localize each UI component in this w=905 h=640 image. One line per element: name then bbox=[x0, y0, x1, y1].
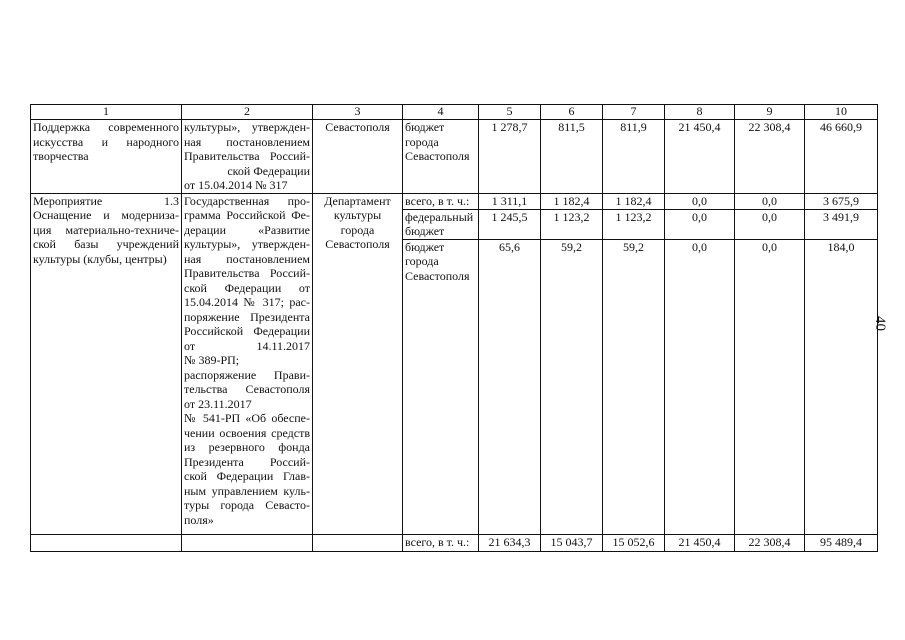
empty-cell bbox=[182, 534, 313, 551]
value-cell: 0,0 bbox=[665, 239, 735, 534]
value-cell: 59,2 bbox=[603, 239, 665, 534]
value-cell: 65,6 bbox=[479, 239, 541, 534]
executor-cell bbox=[313, 193, 403, 534]
value-cell: 15 052,6 bbox=[603, 534, 665, 551]
budget-table bbox=[30, 104, 878, 552]
measure-name-cell bbox=[31, 193, 182, 534]
legal-basis-cell bbox=[182, 193, 313, 534]
text-line: поряжение Президента bbox=[184, 309, 310, 324]
text-line: распоряжение Прави- bbox=[184, 367, 310, 382]
text-line: ция материально-техниче- bbox=[33, 222, 179, 237]
text-line: грамма Российской Фе- bbox=[184, 208, 310, 222]
text-line: Поддержка современного bbox=[33, 120, 179, 134]
text-line: ской базы учреждений bbox=[33, 237, 179, 251]
empty-cell bbox=[313, 534, 403, 551]
value-cell: 21 450,4 bbox=[665, 120, 735, 194]
value-cell: 1 123,2 bbox=[541, 209, 603, 239]
text-line: чении освоения средств bbox=[184, 425, 310, 440]
text-line: ная постановлением bbox=[184, 251, 310, 266]
text-line: туры города Севасто- bbox=[184, 498, 310, 512]
value-cell: 0,0 bbox=[735, 239, 805, 534]
text-line: Мероприятие 1.3 bbox=[33, 193, 179, 208]
text-line: всего, в т. ч.: bbox=[405, 193, 470, 208]
value-cell: 3 675,9 bbox=[805, 193, 878, 209]
header-cell: 5 bbox=[479, 105, 541, 120]
text-line: ным управлением куль- bbox=[184, 483, 310, 498]
text-line: от 23.11.2017 bbox=[184, 396, 252, 411]
header-row bbox=[31, 105, 878, 120]
value-cell: 0,0 bbox=[735, 209, 805, 239]
text-line: города bbox=[340, 222, 375, 237]
executor-cell: Севастополя bbox=[313, 120, 403, 194]
text-line: Севастополя bbox=[405, 268, 470, 283]
text-line: дерации «Развитие bbox=[184, 222, 310, 237]
value-cell: 46 660,9 bbox=[805, 120, 878, 194]
total-row bbox=[31, 534, 878, 551]
text-line: 15.04.2014 № 317; рас- bbox=[184, 295, 310, 309]
header-cell: 4 bbox=[403, 105, 479, 120]
value-cell: 1 123,2 bbox=[603, 209, 665, 239]
source-cell bbox=[403, 193, 479, 209]
header-cell: 8 bbox=[665, 105, 735, 120]
value-cell: 0,0 bbox=[665, 209, 735, 239]
value-cell: 3 491,9 bbox=[805, 209, 878, 239]
text-line: Государственная про- bbox=[184, 193, 310, 208]
text-line: Севастополя bbox=[325, 237, 390, 251]
text-line: поля» bbox=[184, 512, 214, 527]
text-line: ской Федерации Глав- bbox=[184, 469, 310, 483]
text-line: Оснащение и модерниза- bbox=[33, 208, 179, 222]
source-cell bbox=[403, 239, 479, 534]
text-line: ная постановлением bbox=[184, 134, 310, 149]
text-line: ской Федерации от bbox=[184, 280, 310, 295]
value-cell: 21 634,3 bbox=[479, 534, 541, 551]
text-line: бюджет bbox=[405, 120, 445, 134]
value-cell: 95 489,4 bbox=[805, 534, 878, 551]
text-line: от 15.04.2014 № 317 bbox=[184, 178, 288, 192]
text-line: культуры», утвержден- bbox=[184, 237, 310, 251]
text-line: культуры (клубы, центры) bbox=[33, 251, 167, 266]
header-cell: 3 bbox=[313, 105, 403, 120]
text-line: бюджет bbox=[405, 224, 445, 238]
legal-basis-cell bbox=[182, 120, 313, 194]
table-row bbox=[31, 120, 878, 194]
header-cell: 2 bbox=[182, 105, 313, 120]
text-line: из резервного фонда bbox=[184, 440, 310, 454]
value-cell: 1 245,5 bbox=[479, 209, 541, 239]
text-line: Правительства Россий- bbox=[184, 266, 310, 280]
text-line: бюджет bbox=[405, 239, 445, 254]
header-cell: 1 bbox=[31, 105, 182, 120]
header-cell: 7 bbox=[603, 105, 665, 120]
text-line: искусства и народного bbox=[33, 134, 179, 149]
value-cell: 1 182,4 bbox=[541, 193, 603, 209]
measure-name-cell bbox=[31, 120, 182, 194]
page-number: 40 bbox=[872, 316, 888, 331]
value-cell: 1 278,7 bbox=[479, 120, 541, 194]
value-cell: 0,0 bbox=[665, 193, 735, 209]
header-cell: 9 bbox=[735, 105, 805, 120]
value-cell: 1 311,1 bbox=[479, 193, 541, 209]
text-line: города bbox=[405, 134, 439, 149]
header-cell: 6 bbox=[541, 105, 603, 120]
text-line: федеральный bbox=[405, 209, 474, 224]
value-cell: 22 308,4 bbox=[735, 120, 805, 194]
empty-cell bbox=[31, 534, 182, 551]
text-line: Севастополя bbox=[405, 149, 470, 163]
value-cell: 15 043,7 bbox=[541, 534, 603, 551]
value-cell: 811,5 bbox=[541, 120, 603, 194]
value-cell: 22 308,4 bbox=[735, 534, 805, 551]
text-line: ской Федерации bbox=[227, 163, 310, 178]
text-line: культуры», утвержден- bbox=[184, 120, 310, 134]
value-cell: 184,0 bbox=[805, 239, 878, 534]
text-line: Правительства Россий- bbox=[184, 149, 310, 163]
value-cell: 811,9 bbox=[603, 120, 665, 194]
source-cell: всего, в т. ч.: bbox=[403, 534, 479, 551]
source-cell bbox=[403, 209, 479, 239]
value-cell: 21 450,4 bbox=[665, 534, 735, 551]
text-line: Департамент bbox=[324, 193, 391, 208]
text-line: Российской Федерации bbox=[184, 324, 310, 338]
text-line: тельства Севастополя bbox=[184, 382, 310, 396]
header-cell: 10 bbox=[805, 105, 878, 120]
text-line: № 389-РП; bbox=[184, 353, 240, 367]
value-cell: 1 182,4 bbox=[603, 193, 665, 209]
value-cell: 0,0 bbox=[735, 193, 805, 209]
table-row bbox=[31, 193, 878, 209]
text-line: № 541-РП «Об обеспе- bbox=[184, 411, 310, 425]
text-line: города bbox=[405, 254, 439, 268]
text-line: творчества bbox=[33, 149, 89, 163]
text-line: от 14.11.2017 bbox=[184, 338, 310, 353]
text-line: культуры bbox=[333, 208, 382, 222]
value-cell: 59,2 bbox=[541, 239, 603, 534]
source-cell bbox=[403, 120, 479, 194]
text-line: Президента Россий- bbox=[184, 454, 310, 469]
